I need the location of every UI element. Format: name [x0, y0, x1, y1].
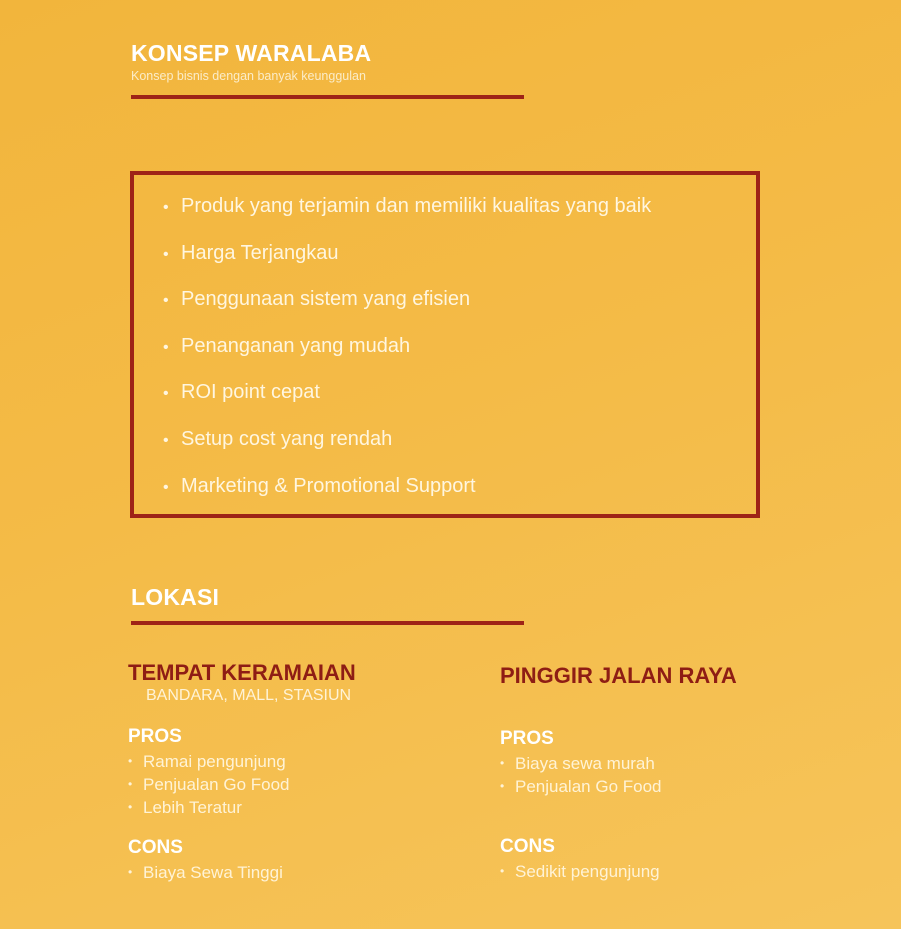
bullet-icon: •	[500, 756, 505, 770]
pros-item: • Lebih Teratur	[128, 798, 242, 817]
feature-item: • Penanganan yang mudah	[163, 335, 411, 357]
bullet-icon: •	[500, 864, 505, 878]
pros-heading: PROS	[500, 728, 554, 749]
bullet-icon: •	[128, 865, 133, 879]
cons-list	[128, 861, 283, 884]
feature-item: • Penggunaan sistem yang efisien	[163, 288, 471, 310]
konsep-title: KONSEP WARALABA	[131, 40, 372, 66]
location-subtitle: BANDARA, MALL, STASIUN	[146, 687, 352, 704]
bullet-icon: •	[163, 246, 169, 263]
pros-item: • Biaya sewa murah	[500, 754, 655, 773]
feature-item: • Harga Terjangkau	[163, 242, 339, 264]
feature-item: • Produk yang terjamin dan memiliki kualitas yang baik	[163, 195, 652, 217]
bullet-icon: •	[163, 479, 169, 496]
pros-list	[128, 750, 290, 819]
pros-item: • Penjualan Go Food	[128, 775, 290, 794]
bullet-icon: •	[163, 199, 169, 216]
cons-item: • Sedikit pengunjung	[500, 862, 660, 881]
location-title-pinggir-jalan-raya: PINGGIR JALAN RAYA	[500, 663, 737, 688]
lokasi-divider	[131, 621, 524, 625]
bullet-icon: •	[163, 339, 169, 356]
feature-item: • Setup cost yang rendah	[163, 428, 393, 450]
location-title-tempat-keramaian: TEMPAT KERAMAIAN	[128, 660, 356, 685]
bullet-icon: •	[163, 385, 169, 402]
lokasi-title: LOKASI	[131, 584, 220, 610]
pros-list	[500, 752, 662, 798]
bullet-icon: •	[500, 779, 505, 793]
cons-list	[500, 860, 660, 883]
pros-item: • Penjualan Go Food	[500, 777, 662, 796]
bullet-icon: •	[128, 800, 133, 814]
pros-item: • Ramai pengunjung	[128, 752, 286, 771]
feature-item: • Marketing & Promotional Support	[163, 475, 476, 497]
feature-item: • ROI point cepat	[163, 381, 320, 403]
cons-heading: CONS	[500, 836, 555, 857]
konsep-divider	[131, 95, 524, 99]
cons-heading: CONS	[128, 837, 183, 858]
cons-item: • Biaya Sewa Tinggi	[128, 863, 283, 882]
bullet-icon: •	[128, 777, 133, 791]
bullet-icon: •	[163, 432, 169, 449]
pros-heading: PROS	[128, 726, 182, 747]
bullet-icon: •	[128, 754, 133, 768]
bullet-icon: •	[163, 292, 169, 309]
konsep-subtitle: Konsep bisnis dengan banyak keunggulan	[131, 69, 366, 83]
